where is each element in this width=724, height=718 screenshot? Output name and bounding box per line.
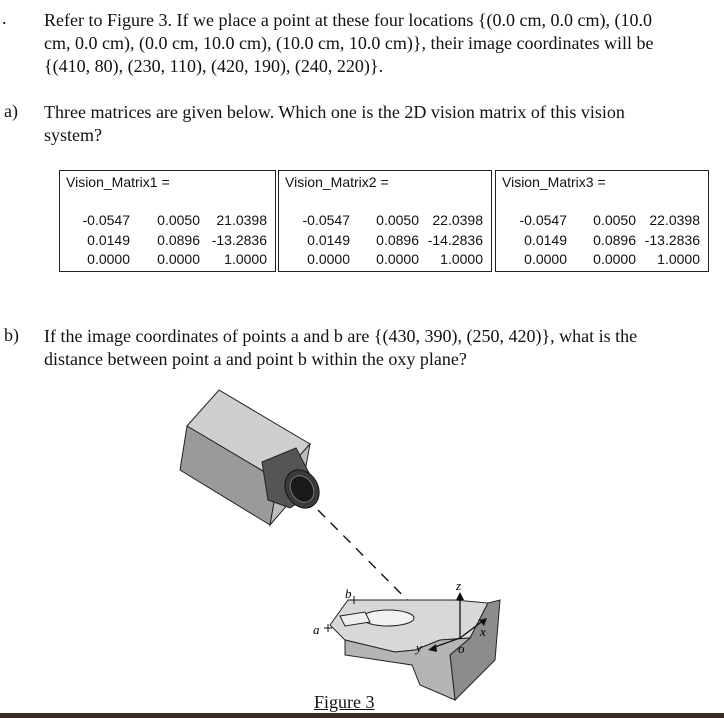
matrix-title: Vision_Matrix1 = [66, 174, 170, 190]
matrix-cell: 21.0398 [216, 212, 267, 228]
matrix-title: Vision_Matrix2 = [285, 174, 389, 190]
intro-bullet: . [2, 8, 7, 28]
page-bottom-edge [0, 713, 724, 718]
matrix-cell: -13.2836 [211, 232, 267, 248]
matrix-cell: 0.0149 [307, 232, 350, 248]
question-b-label: b) [4, 325, 19, 345]
matrix-cell: 1.0000 [224, 251, 267, 267]
matrix-cell: -0.0547 [519, 212, 567, 228]
matrix-cell: 0.0896 [593, 232, 636, 248]
matrix-cell: 0.0000 [593, 251, 636, 267]
matrix-title: Vision_Matrix3 = [502, 174, 606, 190]
matrix-cell: 0.0000 [524, 251, 567, 267]
question-a-line: Three matrices are given below. Which one is the 2D vision matrix of this vision [44, 102, 625, 122]
axis-z-label: z [456, 578, 462, 593]
question-b-line: distance between point a and point b within the oxy plane? [44, 349, 467, 369]
matrix-cell: 0.0000 [307, 251, 350, 267]
camera [180, 390, 326, 525]
matrix-cell: 0.0000 [87, 251, 130, 267]
intro-line: {(410, 80), (230, 110), (420, 190), (240, 220)}. [44, 56, 384, 76]
workpiece [324, 592, 500, 700]
matrix-cell: 1.0000 [440, 251, 483, 267]
matrix-cell: 0.0000 [376, 251, 419, 267]
matrix-cell: 1.0000 [657, 251, 700, 267]
matrix-cell: -14.2836 [427, 232, 483, 248]
matrix-cell: 22.0398 [432, 212, 483, 228]
matrix-cell: 0.0149 [87, 232, 130, 248]
matrix-cell: -13.2836 [644, 232, 700, 248]
matrix-cell: 0.0050 [593, 212, 636, 228]
matrix-cell: 0.0896 [157, 232, 200, 248]
matrix-cell: 0.0050 [157, 212, 200, 228]
matrix-cell: -0.0547 [302, 212, 350, 228]
question-b-line: If the image coordinates of points a and b are {(430, 390), (250, 420)}, what is the [44, 326, 638, 346]
axis-y-label: y [416, 640, 422, 655]
intro-line: cm, 0.0 cm), (0.0 cm, 10.0 cm), (10.0 cm, 10.0 cm)}, their image coordinates will be [44, 33, 654, 53]
matrix-cell: 0.0000 [157, 251, 200, 267]
matrix-cell: 0.0149 [524, 232, 567, 248]
figure-caption: Figure 3 [314, 692, 375, 712]
matrix-cell: 0.0896 [376, 232, 419, 248]
question-a-line: system? [44, 125, 102, 145]
point-b-label: b [345, 586, 352, 601]
matrix-cell: 0.0050 [376, 212, 419, 228]
origin-label: o [458, 641, 465, 656]
axis-x-label: x [480, 624, 486, 639]
question-a-label: a) [4, 101, 18, 121]
intro-line: Refer to Figure 3. If we place a point at these four locations {(0.0 cm, 0.0 cm), (10.0 [44, 10, 652, 30]
point-a-label: a [313, 622, 320, 637]
matrix-cell: 22.0398 [649, 212, 700, 228]
matrix-cell: -0.0547 [82, 212, 130, 228]
